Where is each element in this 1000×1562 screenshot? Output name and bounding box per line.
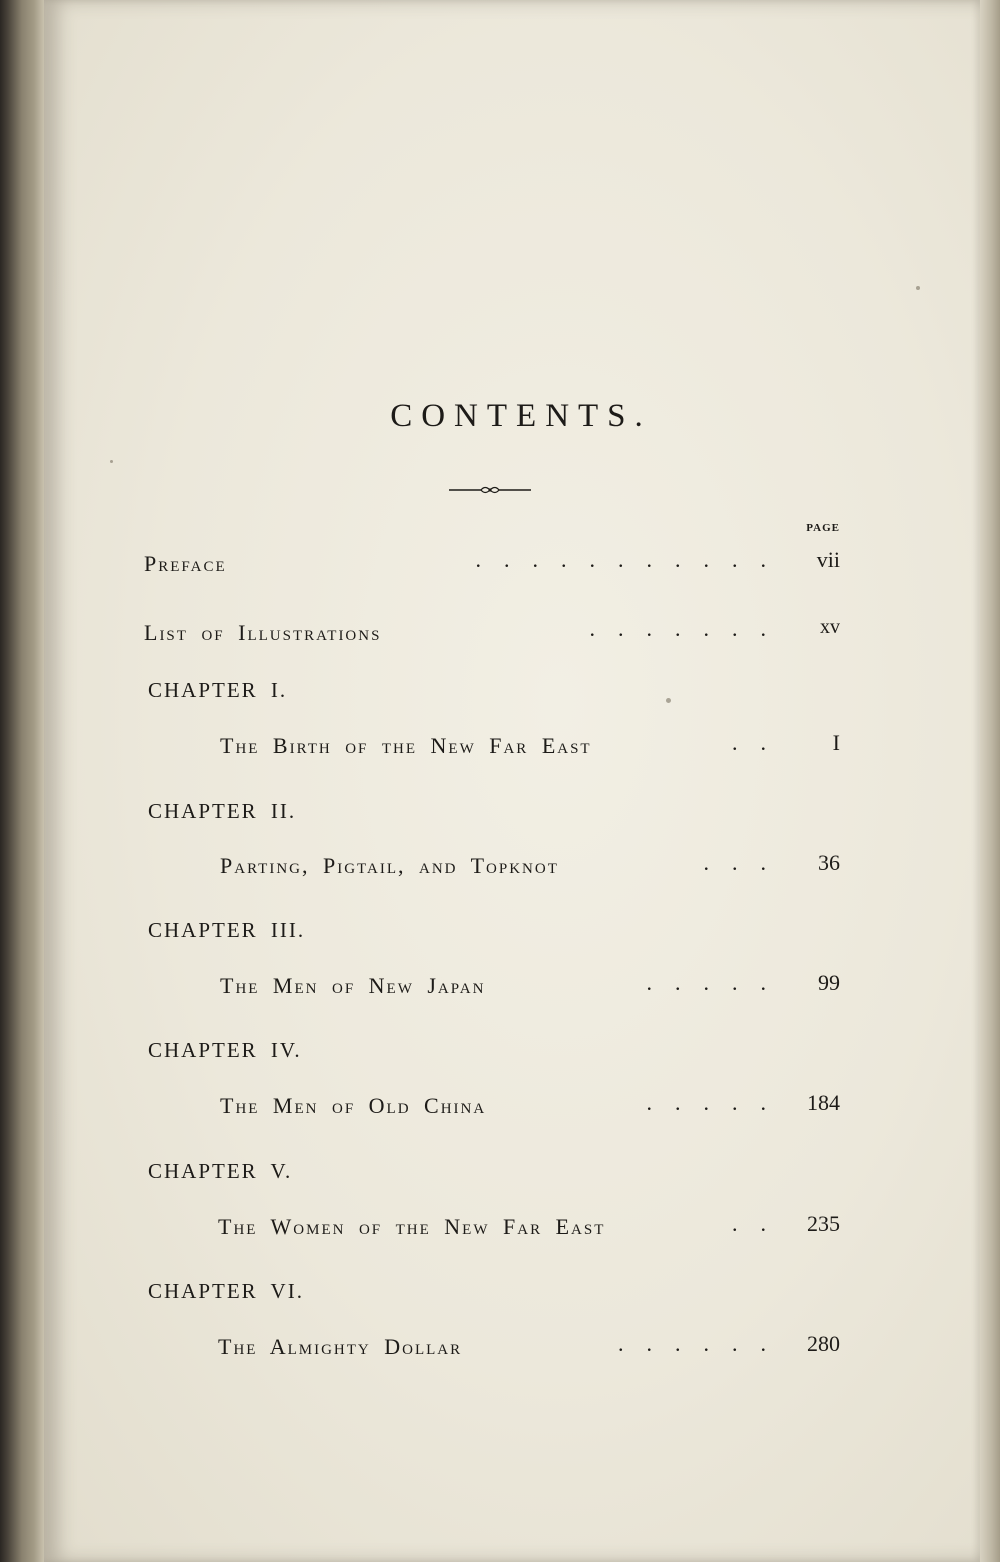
chapter-heading: [44, 918, 980, 958]
entry-label: Parting, Pigtail, and Topknot: [220, 853, 559, 878]
entry-label: The Almighty Dollar: [218, 1334, 463, 1359]
dot-leader: .......: [589, 616, 789, 641]
toc-entry-chapter-6[interactable]: [44, 1331, 980, 1371]
dot-leader: .....: [646, 970, 789, 995]
dot-leader: .....: [646, 1090, 789, 1115]
dot-leader: ..: [732, 730, 789, 755]
toc-entry-chapter-1[interactable]: [44, 730, 980, 770]
entry-label: List of Illustrations: [144, 620, 382, 645]
toc-entry-list-of-illustrations[interactable]: [44, 616, 980, 656]
entry-label: The Birth of the New Far East: [220, 733, 592, 758]
dot-leader: ......: [618, 1331, 789, 1356]
toc-entry-chapter-4[interactable]: [44, 1090, 980, 1130]
dot-leader: ...: [703, 850, 789, 875]
chapter-number: CHAPTER II.: [148, 799, 297, 823]
paper-speck: [110, 460, 113, 463]
contents-page: [44, 0, 980, 1562]
entry-page-number: 235: [807, 1211, 840, 1236]
dot-leader: ..: [732, 1211, 789, 1236]
chapter-number: CHAPTER VI.: [148, 1279, 304, 1303]
entry-page-number: 184: [807, 1090, 840, 1115]
entry-page-number: 36: [818, 850, 840, 875]
paper-speck: [916, 286, 920, 290]
entry-page-number: xv: [820, 616, 840, 638]
show-through-text: [129, 150, 909, 390]
toc-entry-chapter-2[interactable]: [44, 850, 980, 890]
chapter-heading: [44, 1038, 980, 1078]
chapter-heading: [44, 799, 980, 839]
chapter-number: CHAPTER III.: [148, 918, 306, 942]
chapter-number: CHAPTER V.: [148, 1159, 293, 1183]
toc-entry-chapter-5[interactable]: [44, 1211, 980, 1251]
page-title: CONTENTS.: [390, 398, 652, 434]
entry-label: Preface: [144, 551, 227, 576]
page-column-heading: PAGE: [806, 522, 840, 534]
chapter-heading: [44, 1279, 980, 1319]
entry-page-number: 280: [807, 1331, 840, 1356]
paper-speck: [666, 698, 671, 703]
chapter-heading: [44, 1159, 980, 1199]
entry-page-number: 99: [818, 970, 840, 995]
toc-entry-preface[interactable]: [44, 547, 980, 587]
entry-label: The Men of New Japan: [220, 973, 486, 998]
chapter-number: CHAPTER IV.: [148, 1038, 302, 1062]
page-fore-edge: [980, 0, 1000, 1562]
ornament-rule-icon: [449, 482, 531, 498]
toc-entry-chapter-3[interactable]: [44, 970, 980, 1010]
entry-page-number: I: [832, 730, 840, 755]
entry-label: The Men of Old China: [220, 1093, 487, 1118]
chapter-number: CHAPTER I.: [148, 678, 288, 702]
entry-page-number: vii: [816, 547, 840, 572]
chapter-heading: [44, 678, 980, 718]
entry-label: The Women of the New Far East: [218, 1214, 606, 1239]
dot-leader: ...........: [475, 547, 789, 572]
